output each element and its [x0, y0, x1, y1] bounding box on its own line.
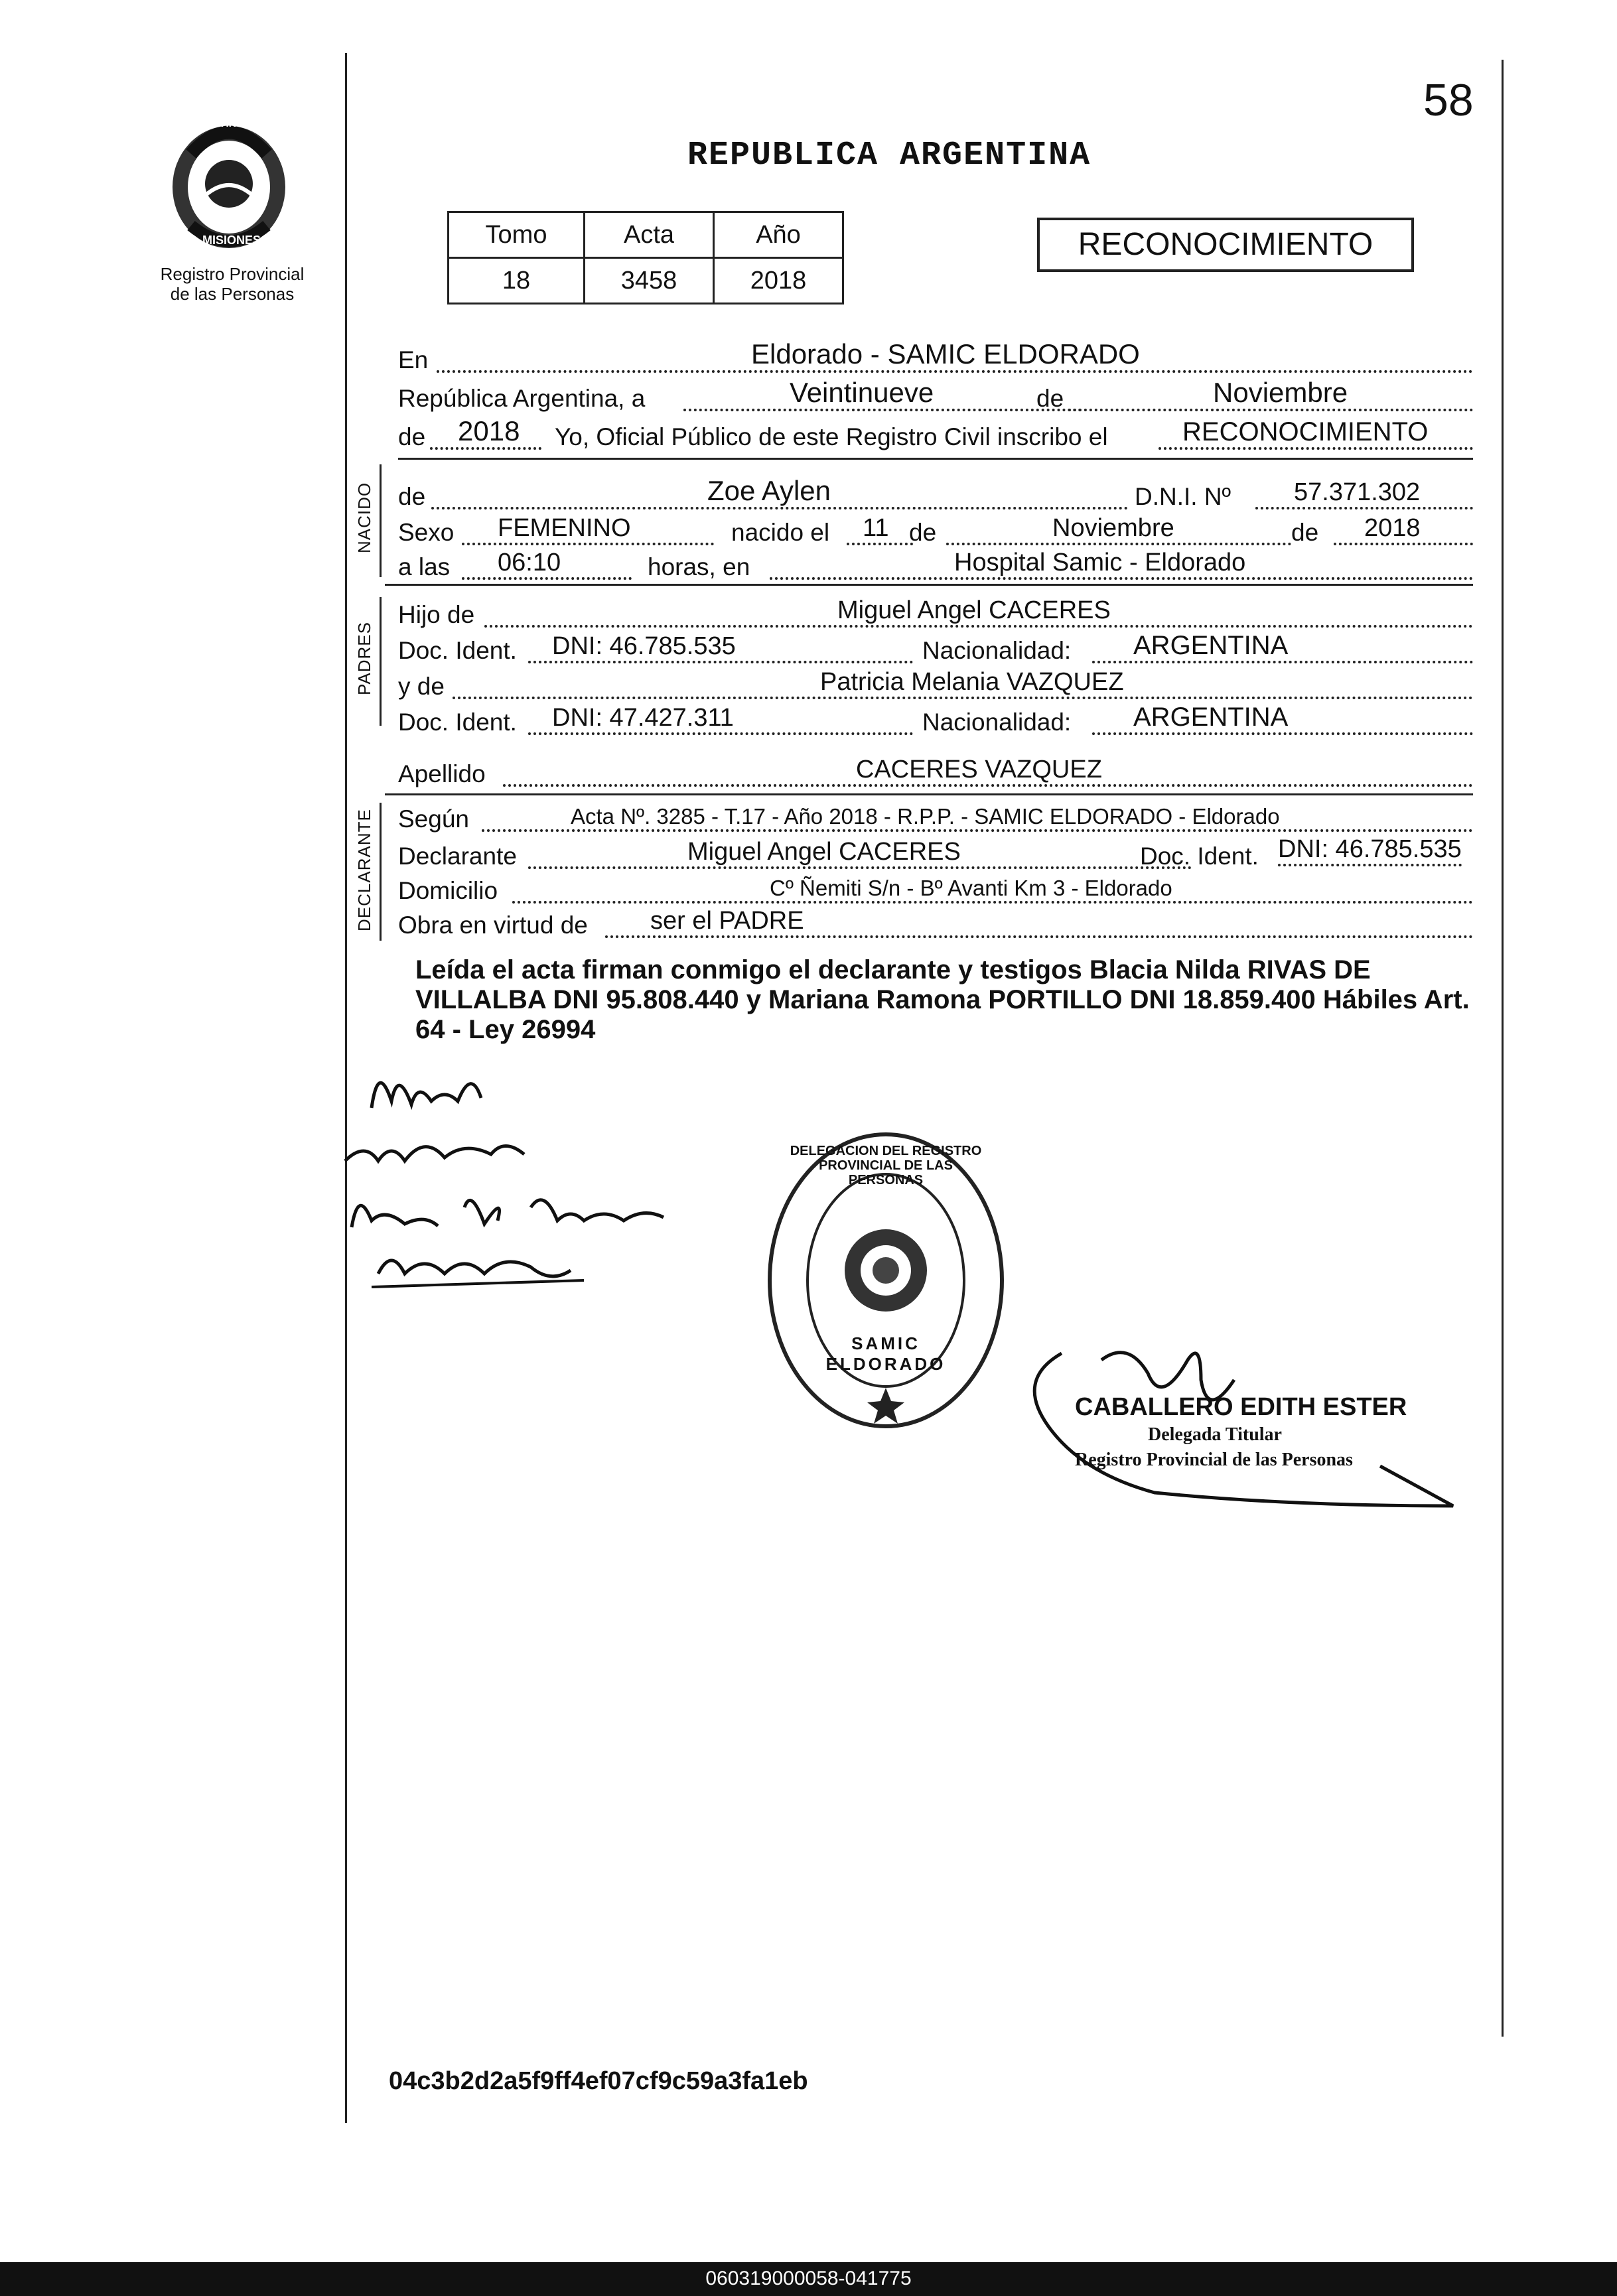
logo-bottom-text: MISIONES: [202, 234, 261, 247]
fecha-row: [398, 377, 1473, 415]
official-name: CABALLERO EDITH ESTER: [1075, 1393, 1407, 1421]
sexo-value: FEMENINO: [498, 514, 631, 542]
sexo-label: Sexo: [398, 519, 455, 546]
document-hash: 04c3b2d2a5f9ff4ef07cf9c59a3fa1eb: [389, 2067, 808, 2095]
page-number: 58: [1423, 75, 1474, 125]
nombre-value: Zoe Aylen: [707, 475, 831, 506]
segun-value: Acta Nº. 3285 - T.17 - Año 2018 - R.P.P. - SAMIC ELDORADO - Eldorado: [571, 804, 1280, 829]
padre-doc-row: [398, 629, 1473, 667]
nacido-bar: [380, 464, 382, 577]
obra-row: [398, 904, 1473, 942]
nacido-anio: 2018: [1364, 514, 1421, 542]
doc-ident-label-1: Doc. Ident.: [398, 637, 517, 664]
seal-outer-text: DELEGACION DEL REGISTRO PROVINCIAL DE LAS PERSONAS: [790, 1144, 982, 1187]
nacido-dia: 11: [863, 514, 889, 542]
inscribo-value: RECONOCIMIENTO: [1182, 417, 1429, 446]
acta-header: Acta: [585, 212, 714, 258]
anio-inscripcion: 2018: [458, 415, 520, 446]
logo-caption: [119, 264, 345, 304]
dia-value: Veintinueve: [790, 377, 934, 408]
official-seal: [763, 1128, 1009, 1433]
obra-label: Obra en virtud de: [398, 912, 588, 939]
acta-value: 3458: [585, 258, 714, 304]
apellido-row: [398, 752, 1473, 791]
declarante-value: Miguel Angel CACERES: [687, 838, 961, 866]
logo-caption-line1: Registro Provincial: [160, 264, 305, 284]
tomo-header: Tomo: [449, 212, 585, 258]
handwritten-signatures: [332, 1055, 743, 1340]
domicilio-value: Cº Ñemiti S/n - Bº Avanti Km 3 - Eldorado: [770, 876, 1172, 900]
de-label-3: de: [909, 519, 937, 546]
coat-of-arms-icon: [159, 114, 299, 253]
madre-name: Patricia Melania VAZQUEZ: [820, 668, 1124, 696]
nombre-label: de: [398, 483, 426, 510]
official-role: Delegada Titular: [1148, 1424, 1282, 1445]
declarante-doc: DNI: 46.785.535: [1278, 835, 1462, 866]
dni-label: D.N.I. Nº: [1135, 483, 1231, 510]
hijo-label: Hijo de: [398, 601, 475, 628]
padre-nacionalidad: ARGENTINA: [1133, 631, 1289, 660]
declarante-label: DECLARANTE: [354, 809, 374, 931]
declarante-row: [398, 835, 1473, 873]
en-row: [398, 338, 1473, 377]
horas-en-label: horas, en: [648, 553, 750, 580]
republica-label: República Argentina, a: [398, 385, 646, 412]
official-stamp: [1075, 1393, 1486, 1471]
hijo-row: [398, 593, 1473, 632]
divider-3: [385, 793, 1473, 795]
closing-notes: Leída el acta firman conmigo el declarante y testigos Blacia Nilda RIVAS DE VILLALBA DNI 95.808.440 y Mariana Ramona PORTILLO DNI 18.859.400 Hábiles Art. 64 - Ley 26994: [415, 955, 1470, 1044]
madre-nacionalidad: ARGENTINA: [1133, 703, 1289, 732]
provincial-logo: [159, 114, 299, 253]
madre-row: [398, 665, 1473, 703]
anio-header: Año: [714, 212, 843, 258]
domicilio-label: Domicilio: [398, 877, 498, 904]
padres-label: PADRES: [354, 622, 374, 695]
a-las-label: a las: [398, 553, 451, 580]
de-label-4: de: [1291, 519, 1319, 546]
nacido-mes: Noviembre: [1052, 514, 1174, 542]
page-title: REPUBLICA ARGENTINA: [687, 137, 1091, 174]
segun-row: [398, 797, 1473, 836]
doc-ident-label-3: Doc. Ident.: [1140, 843, 1259, 870]
nacionalidad-label-1: Nacionalidad:: [922, 637, 1072, 664]
obra-value: ser el PADRE: [650, 907, 804, 935]
apellido-label: Apellido: [398, 760, 486, 787]
yo-label: Yo, Oficial Público de este Registro Civil inscribo el: [555, 423, 1108, 450]
de-label-1: de: [1036, 385, 1064, 412]
divider-1: [398, 458, 1473, 460]
doc-ident-label-2: Doc. Ident.: [398, 709, 517, 736]
seal-inner-text: SAMIC ELDORADO: [825, 1333, 946, 1374]
right-margin-line: [1502, 60, 1504, 2037]
nacido-label: NACIDO: [354, 482, 374, 553]
apellido-value: CACERES VAZQUEZ: [856, 756, 1102, 783]
tomo-value: 18: [449, 258, 585, 304]
en-label: En: [398, 346, 429, 373]
mes-value: Noviembre: [1213, 377, 1348, 408]
declarante-label-text: Declarante: [398, 843, 517, 870]
y-de-label: y de: [398, 673, 445, 700]
domicilio-row: [398, 869, 1473, 908]
inscribo-row: [398, 415, 1473, 454]
sexo-row: [398, 511, 1473, 549]
logo-top-text: PROVINCIA DE: [196, 118, 272, 129]
hora-value: 06:10: [498, 549, 561, 576]
padres-bar: [380, 597, 382, 726]
nacido-el-label: nacido el: [731, 519, 830, 546]
hora-row: [398, 545, 1473, 584]
dni-value: 57.371.302: [1294, 478, 1421, 506]
segun-label: Según: [398, 805, 469, 833]
footer-code: 060319000058-041775: [705, 2267, 912, 2289]
en-value: Eldorado - SAMIC ELDORADO: [751, 338, 1140, 370]
nacionalidad-label-2: Nacionalidad:: [922, 709, 1072, 736]
madre-doc: DNI: 47.427.311: [552, 704, 734, 732]
anio-value: 2018: [714, 258, 843, 304]
padre-doc: DNI: 46.785.535: [552, 632, 736, 660]
padre-name: Miguel Angel CACERES: [837, 596, 1111, 624]
official-org: Registro Provincial de las Personas: [1075, 1450, 1353, 1470]
record-type-box: RECONOCIMIENTO: [1037, 218, 1414, 272]
lugar-value: Hospital Samic - Eldorado: [954, 549, 1246, 576]
declarante-bar: [380, 803, 382, 941]
nombre-row: [398, 475, 1473, 513]
logo-caption-line2: de las Personas: [170, 284, 295, 304]
de-label-2: de: [398, 423, 426, 450]
madre-doc-row: [398, 701, 1473, 739]
record-table: [447, 211, 844, 304]
divider-2: [385, 584, 1473, 586]
